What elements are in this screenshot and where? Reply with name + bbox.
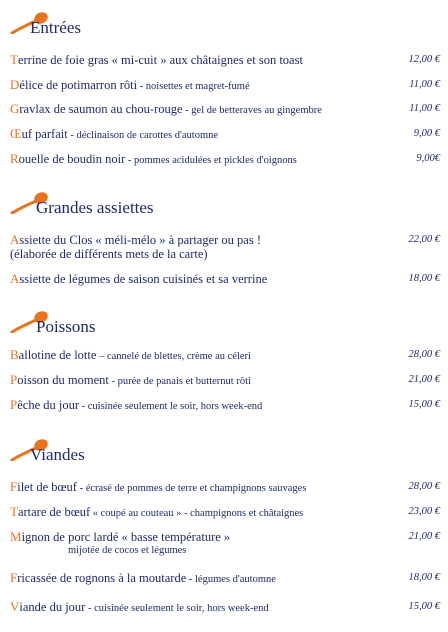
section-viandes (0, 437, 448, 467)
item-description: - pommes acidulées et pickles d'oignons (125, 155, 297, 166)
menu-item (10, 599, 440, 616)
menu-item (10, 479, 440, 496)
menu-item (10, 52, 440, 68)
menu-item (10, 397, 440, 414)
item-description: « coupé au couteau » - champignons et châtaignes (90, 508, 304, 519)
section-header (0, 309, 448, 339)
menu-item (10, 504, 440, 521)
section-header (0, 10, 448, 40)
menu-item (10, 126, 440, 143)
item-price: 15,00 € (408, 601, 440, 612)
item-description: - écrasé de pommes de terre et champignons sauvages (76, 483, 307, 494)
item-name: ilet de bœuf (17, 480, 77, 494)
item-initial: V (10, 599, 20, 614)
item-name: élice de potimarron rôti (19, 78, 138, 92)
item-name: ignon de porc lardé « basse température » (21, 530, 231, 544)
item-name: oisson du moment (17, 373, 109, 387)
section-entrees (0, 10, 448, 40)
item-description: - purée de panais et butternut rôti (108, 376, 251, 387)
item-price: 18,00 € (408, 273, 440, 284)
item-name: uf parfait (21, 127, 68, 141)
item-initial: T (10, 504, 18, 519)
item-price: 23,00 € (408, 506, 440, 517)
item-initial: P (10, 397, 18, 412)
item-initial: G (10, 101, 20, 116)
item-description: - cuisinée seulement le soir, hors week-end (79, 401, 263, 412)
item-description: - gel de betteraves au gingembre (182, 105, 322, 116)
section-header (0, 437, 448, 467)
item-initial: A (10, 271, 20, 286)
item-name: errine de foie gras « mi-cuit » aux châtaignes et son toast (17, 53, 303, 67)
section-title: Viandes (30, 445, 85, 464)
menu-item (10, 529, 440, 557)
item-price: 21,00 € (408, 531, 440, 542)
item-initial: F (10, 479, 18, 494)
item-initial: B (10, 347, 19, 362)
item-description: - déclinaison de carottes d'automne (67, 130, 219, 141)
menu-item (10, 271, 440, 287)
item-price: 18,00 € (408, 572, 440, 583)
section-header (0, 190, 448, 220)
item-description: – cannelé de blettes, crème au céleri (96, 351, 251, 362)
item-price: 22,00 € (408, 234, 440, 245)
item-name: iande du jour (19, 600, 86, 614)
menu-item (10, 77, 440, 94)
item-initial: Œ (10, 126, 22, 141)
item-name: ssiette de légumes de saison cuisinés et sa verrine (19, 272, 268, 286)
item-name: allotine de lotte (18, 348, 97, 362)
menu-item (10, 151, 440, 168)
menu-item (10, 347, 440, 364)
item-name: artare de bœuf (17, 505, 91, 519)
item-initial: R (10, 151, 19, 166)
item-price: 9,00€ (416, 153, 440, 164)
item-initial: P (10, 372, 18, 387)
item-initial: D (10, 77, 20, 92)
item-description: - légumes d'automne (186, 574, 276, 585)
item-price: 11,00 € (409, 103, 440, 114)
item-price: 15,00 € (408, 399, 440, 410)
item-name: ravlax de saumon au chou-rouge (19, 102, 183, 116)
section-grandes-assiettes (0, 190, 448, 220)
menu-item (10, 232, 440, 261)
item-description: - cuisinée seulement le soir, hors week-end (85, 603, 269, 614)
item-initial: M (10, 529, 22, 544)
item-name: ssiette du Clos « méli-mélo » à partager ou pas ! (19, 233, 261, 247)
section-title: Entrées (30, 18, 81, 37)
item-price: 28,00 € (408, 349, 440, 360)
item-name: ouelle de boudin noir (18, 152, 126, 166)
item-price: 28,00 € (408, 481, 440, 492)
item-name: êche du jour (17, 398, 80, 412)
section-title: Grandes assiettes (36, 198, 154, 217)
menu-item (10, 101, 440, 118)
item-initial: A (10, 232, 20, 247)
menu-item (10, 570, 440, 587)
item-price: 11,00 € (409, 79, 440, 90)
section-title: Poissons (36, 317, 96, 336)
item-initial: T (10, 52, 18, 67)
item-description: - noisettes et magret-fumé (137, 81, 250, 92)
item-subtitle: (élaborée de différents mets de la carte) (10, 247, 208, 261)
item-price: 12,00 € (408, 54, 440, 65)
item-initial: F (10, 570, 18, 585)
section-poissons (0, 309, 448, 339)
menu-item (10, 372, 440, 389)
item-subtitle: mijotée de cocos et légumes (68, 545, 187, 556)
item-price: 21,00 € (408, 374, 440, 385)
item-name: ricassée de rognons à la moutarde (17, 571, 187, 585)
item-price: 9,00 € (413, 128, 440, 139)
